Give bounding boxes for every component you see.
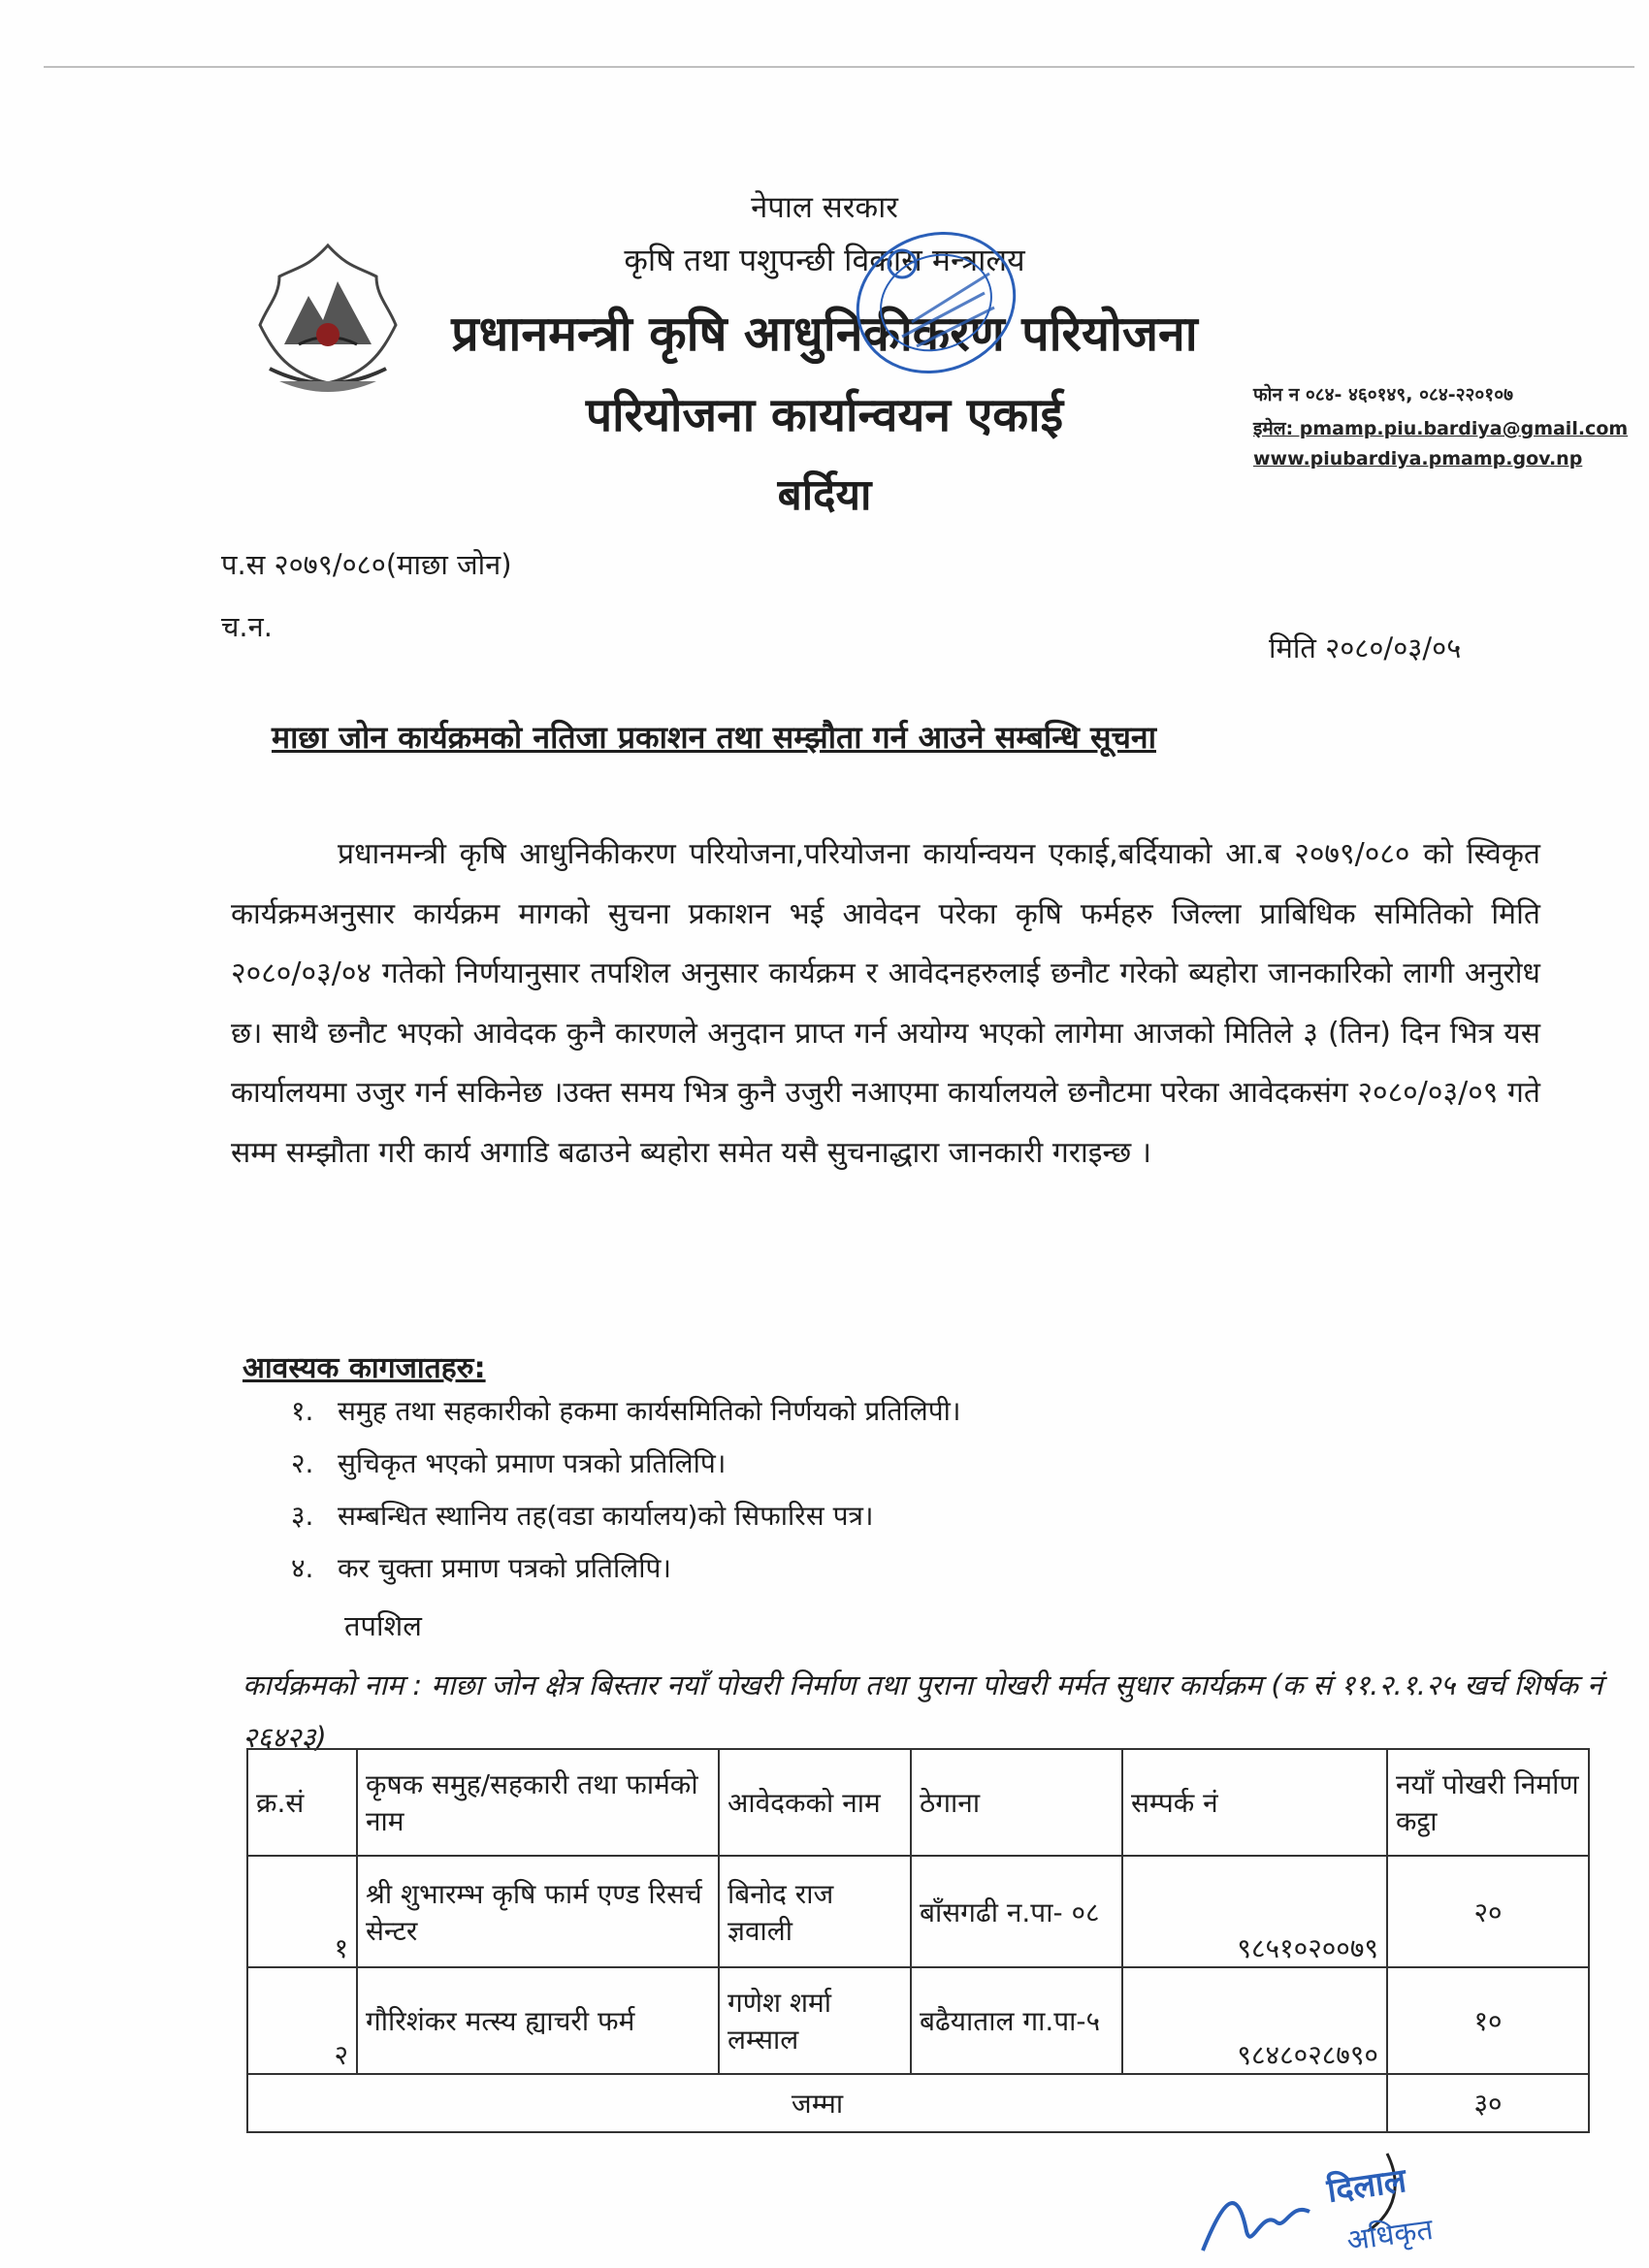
tapashil-label: तपशिल bbox=[344, 1609, 422, 1642]
table-row bbox=[247, 1967, 1589, 2074]
dispatch-number: च.न. bbox=[221, 610, 273, 643]
document-item: ४. कर चुक्ता प्रमाण पत्रको प्रतिलिपि। bbox=[291, 1552, 671, 1584]
row-serial: १ bbox=[247, 1856, 357, 1967]
notice-body: प्रधानमन्त्री कृषि आधुनिकीकरण परियोजना,परियोजना कार्यान्वयन एकाई,बर्दियाको आ.ब २०७९/०८० को स्विकृत कार्यक्रमअनुसार कार्यक्रम मागको सुचना प्रकाशन भई आवेदन परेका कृषि फर्महरु जिल्ला प्राबिधिक समितिको मिति २०८०/०३/०४ गतेको निर्णयानुसार तपशिल अनुसार कार्यक्रम र आवेदनहरुलाई छनौट गरेको ब्यहोरा जानकारिको लागी अनुरोध छ। साथै छनौट भएको आवेदक कुनै कारणले अनुदान प्राप्त गर्न अयोग्य भएको लागेमा आजको मितिले ३ (तिन) दिन भित्र यस कार्यालयमा उजुर गर्न सकिनेछ ।उक्त समय भित्र कुनै उजुरी नआएमा कार्यालयले छनौटमा परेका आवेदकसंग २०८०/०३/०९ गते सम्म सम्झौता गरी कार्य अगाडि बढाउने ब्यहोरा समेत यसै सुचनाद्धारा जानकारी गराइन्छ । bbox=[231, 837, 1540, 1170]
row-address: बाँसगढी न.पा- ०८ bbox=[911, 1856, 1122, 1967]
table-row bbox=[247, 1856, 1589, 1967]
required-documents-list bbox=[291, 1385, 961, 1595]
header-ministry: कृषि तथा पशुपन्छी विकास मन्त्रालय bbox=[624, 242, 1025, 278]
row-farm-name: गौरिशंकर मत्स्य ह्याचरी फर्म bbox=[357, 1967, 719, 2074]
row-applicant: गणेश शर्मा लम्साल bbox=[719, 1967, 911, 2074]
total-label: जम्मा bbox=[247, 2074, 1387, 2132]
document-item: १. समुह तथा सहकारीको हकमा कार्यसमितिको निर्णयको प्रतिलिपी। bbox=[291, 1395, 961, 1427]
table-header-row bbox=[247, 1749, 1589, 1856]
row-address: बढैयाताल गा.पा-५ bbox=[911, 1967, 1122, 2074]
header-unit-name: परियोजना कार्यान्वयन एकाई bbox=[585, 388, 1064, 442]
row-kattha: १० bbox=[1387, 1967, 1589, 2074]
column-header: नयाँ पोखरी निर्माण कट्ठा bbox=[1387, 1749, 1589, 1856]
signature-title: अधिकृत bbox=[1344, 2212, 1436, 2258]
notice-subject: माछा जोन कार्यक्रमको नतिजा प्रकाशन तथा सम्झौता गर्न आउने सम्बन्धि सूचना bbox=[272, 719, 1156, 756]
header-project-name: प्रधानमन्त्री कृषि आधुनिकीकरण परियोजना bbox=[451, 306, 1198, 362]
contact-email[interactable]: इमेल: pmamp.piu.bardiya@gmail.com bbox=[1253, 418, 1629, 439]
contact-website[interactable]: www.piubardiya.pmamp.gov.np bbox=[1253, 448, 1583, 470]
required-documents-heading: आवस्यक कागजातहरु: bbox=[242, 1351, 486, 1385]
header-district: बर्दिया bbox=[777, 470, 872, 520]
row-applicant: बिनोद राज ज्ञवाली bbox=[719, 1856, 911, 1967]
row-contact: ९८५१०२००७९ bbox=[1122, 1856, 1387, 1967]
column-header: आवेदकको नाम bbox=[719, 1749, 911, 1856]
total-value: ३० bbox=[1387, 2074, 1589, 2132]
signature-name: दिलाल bbox=[1324, 2160, 1409, 2211]
column-header: क्र.सं bbox=[247, 1749, 357, 1856]
signature-stamp bbox=[1193, 2144, 1445, 2268]
column-header: सम्पर्क नं bbox=[1122, 1749, 1387, 1856]
reference-number: प.स २०७९/०८०(माछा जोन) bbox=[221, 548, 512, 581]
office-seal-stamp-icon bbox=[844, 225, 1028, 380]
table-total-row bbox=[247, 2074, 1589, 2132]
document-item: ३. सम्बन्धित स्थानिय तह(वडा कार्यालय)को सिफारिस पत्र। bbox=[291, 1500, 874, 1532]
column-header: ठेगाना bbox=[911, 1749, 1122, 1856]
row-contact: ९८४८०२८७९० bbox=[1122, 1967, 1387, 2074]
row-kattha: २० bbox=[1387, 1856, 1589, 1967]
row-farm-name: श्री शुभारम्भ कृषि फार्म एण्ड रिसर्च सेन्टर bbox=[357, 1856, 719, 1967]
document-item: २. सुचिकृत भएको प्रमाण पत्रको प्रतिलिपि। bbox=[291, 1447, 727, 1479]
contact-phone: फोन न ०८४- ४६०१४९, ०८४-२२०१०७ bbox=[1253, 384, 1513, 405]
header-nepal-government: नेपाल सरकार bbox=[751, 190, 898, 225]
top-border-line bbox=[44, 66, 1634, 68]
selected-applicants-table bbox=[246, 1748, 1590, 2133]
notice-date: मिति २०८०/०३/०५ bbox=[1269, 632, 1462, 664]
row-serial: २ bbox=[247, 1967, 357, 2074]
program-name: कार्यक्रमको नाम : माछा जोन क्षेत्र बिस्तार नयाँ पोखरी निर्माण तथा पुराना पोखरी मर्मत सुधार कार्यक्रम (क सं ११.२.१.२५ खर्च शिर्षक नं २६४२३) bbox=[242, 1669, 1603, 1754]
column-header: कृषक समुह/सहकारी तथा फार्मको नाम bbox=[357, 1749, 719, 1856]
